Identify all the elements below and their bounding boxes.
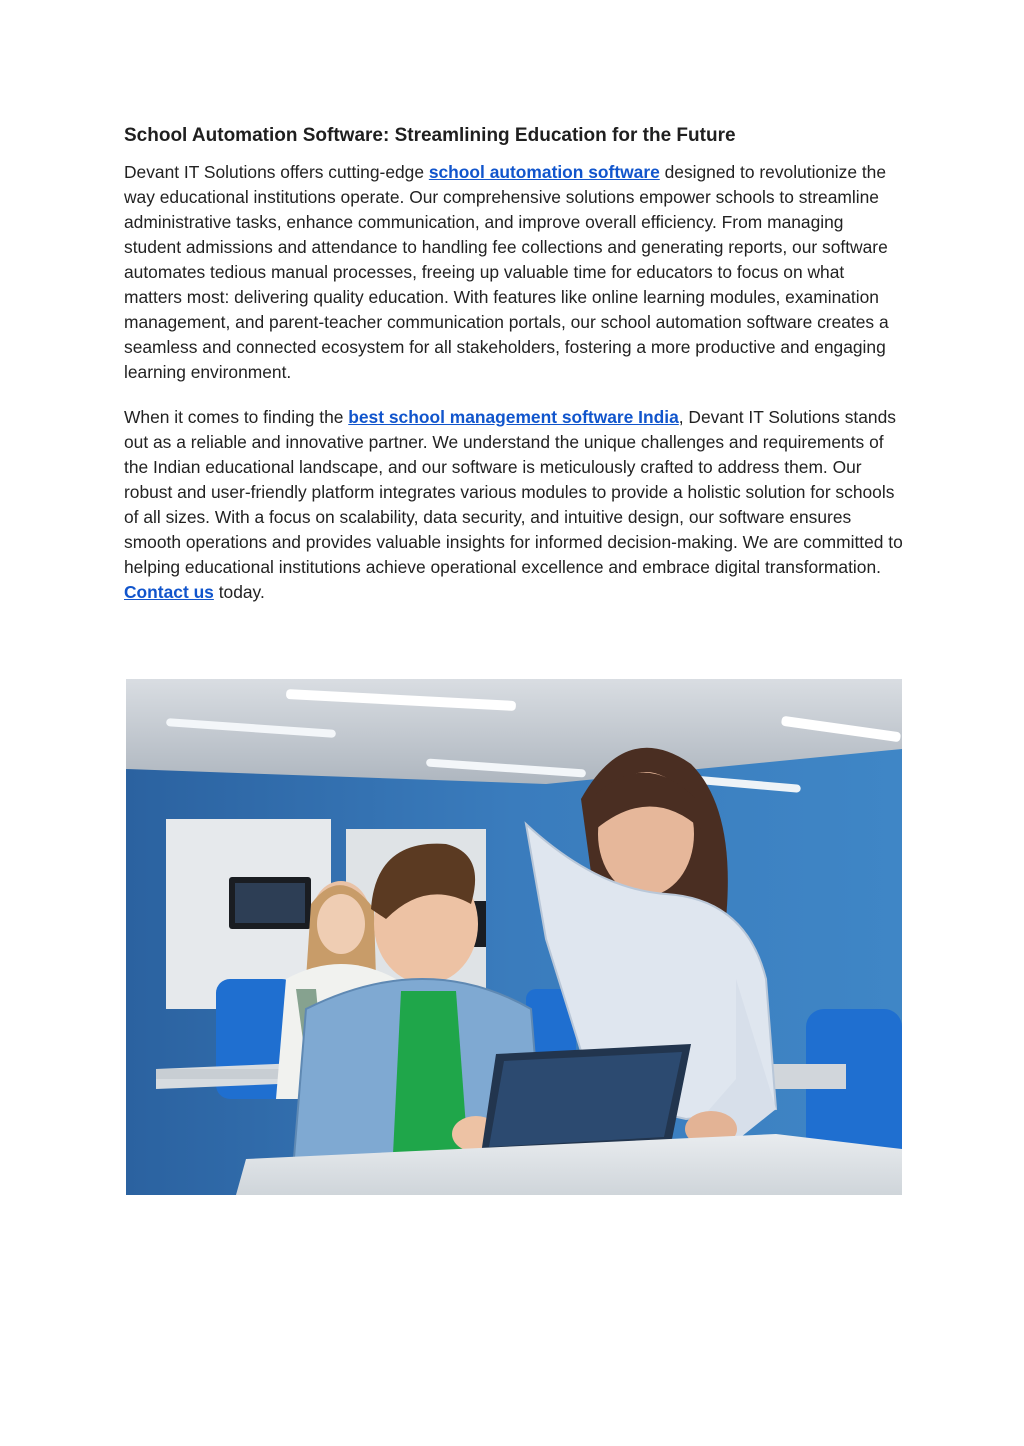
paragraph-intro-text-end: designed to revolutionize the way educational institutions operate. Our comprehensive solutions empower schools to streamline administrative tasks, enhance communication, and improve overall efficiency. From managing student admissions and attendance to handling fee collections and generating reports, our software automates tedious manual processes, freeing up valuable time for educators to focus on what matters most: delivering quality education. With features like online learning modules, examination management, and parent-teacher communication portals, our school automation software creates a seamless and connected ecosystem for all stakeholders, fostering a more productive and engaging learning environment. <box>124 162 889 382</box>
best-school-management-software-link[interactable]: best school management software India <box>348 407 679 427</box>
document-heading: School Automation Software: Streamlining Education for the Future <box>124 125 736 146</box>
paragraph-partner-text-middle: , Devant IT Solutions stands out as a reliable and innovative partner. We understand the unique challenges and requirements of the Indian educational landscape, and our software is meticulously crafted to address them. Our robust and user-friendly platform integrates various modules to provide a holistic solution for schools of all sizes. With a focus on scalability, data security, and intuitive design, our software ensures smooth operations and provides valuable insights for informed decision-making. We are committed to helping educational institutions achieve operational excellence and embrace digital transformation. <box>124 407 903 577</box>
contact-us-link[interactable]: Contact us <box>124 582 214 602</box>
paragraph-intro-text-start: Devant IT Solutions offers cutting-edge <box>124 162 429 182</box>
classroom-illustration <box>126 679 902 1195</box>
document-body <box>124 122 904 605</box>
paragraph-partner-text-start: When it comes to finding the <box>124 407 349 427</box>
paragraph-partner <box>124 405 904 605</box>
paragraph-partner-text-end: today. <box>213 582 265 602</box>
school-automation-software-link[interactable]: school automation software <box>428 162 660 182</box>
classroom-photo <box>126 679 902 1195</box>
paragraph-intro <box>124 160 904 385</box>
